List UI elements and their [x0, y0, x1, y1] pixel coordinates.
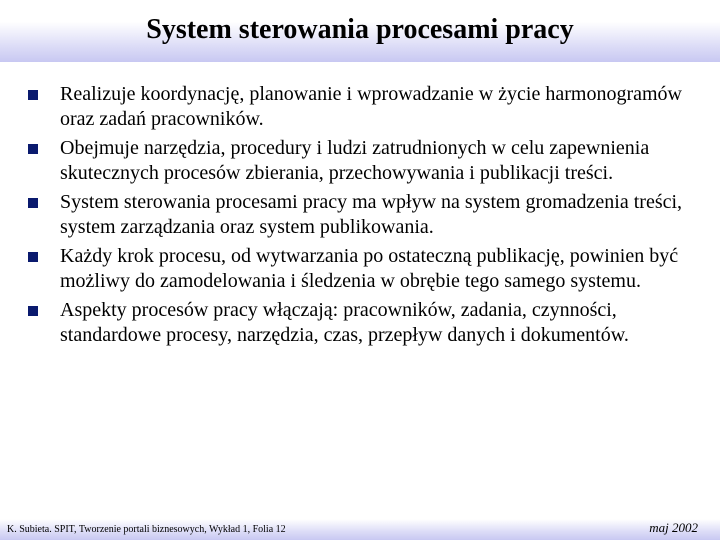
footer-date: maj 2002: [649, 520, 698, 535]
footer-citation: K. Subieta. SPIT, Tworzenie portali biznesowych, Wykład 1, Folia 12: [7, 524, 286, 535]
square-bullet-icon: [28, 144, 38, 154]
bullet-text: Realizuje koordynację, planowanie i wprowadzanie w życie harmonogramów oraz zadań pracowników.: [60, 83, 682, 130]
bullet-text: System sterowania procesami pracy ma wpływ na system gromadzenia treści, system zarządzania oraz system publikowania.: [60, 191, 683, 238]
square-bullet-icon: [28, 252, 38, 262]
square-bullet-icon: [28, 90, 38, 100]
bullet-item: [28, 82, 698, 132]
square-bullet-icon: [28, 306, 38, 316]
bullet-item: [28, 190, 698, 240]
bullet-text: Obejmuje narzędzia, procedury i ludzi zatrudnionych w celu zapewnienia skutecznych procesów zbierania, przechowywania i publikacji treści.: [60, 137, 650, 184]
square-bullet-icon: [28, 198, 38, 208]
bullet-item: [28, 136, 698, 186]
bullet-text: Każdy krok procesu, od wytwarzania po ostateczną publikację, powinien być możliwy do zamodelowania i śledzenia w obrębie tego samego systemu.: [60, 245, 679, 292]
bullet-list: [28, 82, 698, 352]
bullet-item: [28, 244, 698, 294]
bullet-text: Aspekty procesów pracy włączają: pracowników, zadania, czynności, standardowe procesy, narzędzia, czas, przepływ danych i dokumentów.: [60, 299, 629, 346]
slide-title: System sterowania procesami pracy: [146, 14, 574, 45]
bullet-item: [28, 298, 698, 348]
